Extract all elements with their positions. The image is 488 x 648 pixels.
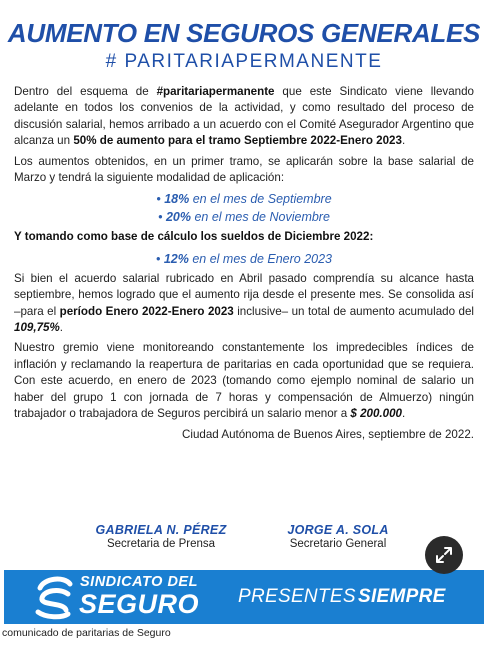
p1-end: .	[401, 134, 406, 148]
bullet-item: • 20% en el mes de Noviembre	[158, 210, 330, 225]
paragraph-1	[14, 84, 474, 150]
p1-bold-increase: 50% de aumento para el tramo Septiembre 2022-Enero 2023	[73, 134, 402, 148]
p4-text-a: Nuestro gremio viene monitoreando constantemente los impredecibles índices de inflación y reclamando la reapertura de paritarias en cada oportunidad que se requiera. Con este acuerdo, en enero de 2023 (tomando como ejemplo nominal de salario un haber del grupo 1 con jornada de 7 horas y compensación de Almuerzo) ningún trabajador o trabajadora de Seguros percibirá un salario menor a	[14, 341, 474, 421]
image-caption: comunicado de paritarias de Seguro	[2, 627, 171, 639]
expand-arrows-icon	[435, 546, 453, 564]
p3-total-percent: 109,75%	[14, 321, 60, 335]
expand-button[interactable]	[425, 536, 463, 574]
communique-card	[4, 4, 484, 624]
bullet-list-second	[14, 250, 474, 268]
footer-banner	[4, 570, 484, 624]
sindicato-logo-icon	[34, 574, 74, 620]
bullet-text: en el mes de Septiembre	[189, 192, 332, 207]
tagline-presentes: PRESENTES	[238, 586, 356, 607]
bullet-percent: 12%	[163, 251, 189, 266]
signatory-role: Secretario General	[289, 538, 387, 550]
signatory-name: JORGE A. SOLA	[287, 523, 389, 537]
p3-bold-period: período Enero 2022-Enero 2023	[59, 304, 234, 318]
signatory-name: GABRIELA N. PÉREZ	[95, 523, 227, 537]
p1-text-a: Dentro del esquema de	[14, 85, 157, 98]
bullet-list-first	[14, 190, 474, 226]
p4-min-salary: $ 200.000	[350, 407, 402, 421]
bullet-item: • 12% en el mes de Enero 2023	[155, 251, 333, 266]
bullet-text: en el mes de Noviembre	[190, 210, 330, 225]
hashtag-subtitle: # PARITARIAPERMANENTE	[105, 51, 383, 72]
signatures	[4, 523, 484, 557]
tagline-siempre: SIEMPRE	[358, 586, 446, 607]
signatory-role: Secretaria de Prensa	[106, 538, 216, 550]
p3-text-a: Si bien el acuerdo salarial rubricado en Abril pasado comprendía su alcance hasta septiembre, hemos logrado que el aumento rija desde el presente mes. Se consolida así –para el	[14, 271, 474, 318]
place-date: Ciudad Autónoma de Buenos Aires, septiembre de 2022.	[182, 427, 474, 441]
p1-hashtag: #paritariapermanente	[156, 85, 275, 98]
bullet-item: • 18% en el mes de Septiembre	[156, 192, 332, 207]
paragraph-4	[14, 340, 474, 422]
p3-end: .	[59, 321, 64, 335]
bullet-percent: 18%	[164, 192, 190, 207]
brand-line-2: SEGURO	[79, 589, 200, 619]
subheading-december-base: Y tomando como base de cálculo los sueldos de Diciembre 2022:	[14, 230, 374, 244]
body-text	[14, 84, 474, 447]
p4-end: .	[402, 407, 406, 421]
p1-text-b: que este Sindicato viene llevando adelante en todos los convenios de la actividad, y como resultado del proceso de discusión salarial, hemos arribado a un acuerdo con el Comité Asegurador Argentino que alcanza un	[14, 85, 474, 148]
p3-text-b: inclusive– un total de aumento acumulado del	[233, 304, 474, 318]
paragraph-2: Los aumentos obtenidos, en un primer tramo, se aplicarán sobre la base salarial de Marzo y tendrá la siguiente modalidad de aplicación:	[14, 154, 474, 185]
brand-line-1: SINDICATO DEL	[80, 574, 198, 590]
bullet-text: en el mes de Enero 2023	[188, 251, 333, 266]
paragraph-3	[14, 271, 474, 337]
signature-general	[268, 523, 408, 550]
page-title: AUMENTO EN SEGUROS GENERALES	[7, 18, 481, 48]
bullet-percent: 20%	[165, 210, 191, 225]
signature-prensa	[86, 523, 236, 550]
